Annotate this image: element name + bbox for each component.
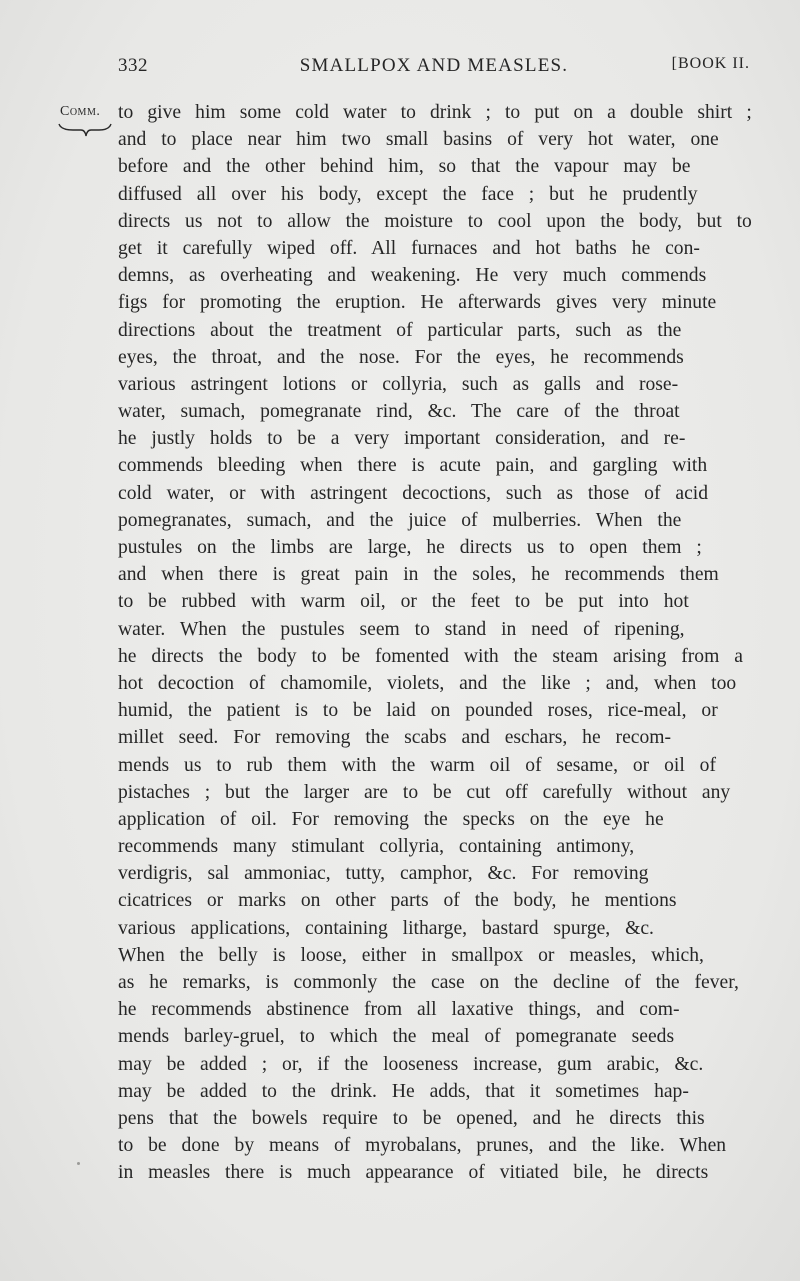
text-line: as he remarks, is commonly the case on the decline of the fever, — [118, 972, 739, 993]
text-line: millet seed. For removing the scabs and eschars, he recom- — [118, 727, 672, 749]
text-line: verdigris, sal ammoniac, tutty, camphor, &c. For removing — [118, 863, 649, 885]
text-line: may be added ; or, if the looseness increase, gum arabic, &c. — [118, 1053, 704, 1075]
text-line: figs for promoting the eruption. He afterwards gives very minute — [118, 292, 717, 314]
page-header — [118, 55, 750, 85]
text-line: water, sumach, pomegranate rind, &c. The care of the throat — [118, 401, 680, 423]
text-line: to be done by means of myrobalans, prunes, and the like. When — [118, 1135, 727, 1157]
margin-brace-icon — [57, 122, 113, 140]
text-line: may be added to the drink. He adds, that it sometimes hap- — [118, 1080, 689, 1102]
text-line: he justly holds to be a very important consideration, and re- — [118, 428, 686, 450]
text-line: pistaches ; but the larger are to be cut off carefully without any — [118, 781, 731, 803]
paper-speck — [77, 1162, 80, 1165]
text-line: and to place near him two small basins of very hot water, one — [118, 129, 719, 151]
text-line: cicatrices or marks on other parts of the body, he mentions — [118, 890, 677, 912]
text-line: various applications, containing litharge, bastard spurge, &c. — [118, 917, 654, 939]
text-line: get it carefully wiped off. All furnaces and hot baths he con- — [118, 237, 700, 259]
text-line: before and the other behind him, so that the vapour may be — [118, 156, 691, 178]
text-line: mends us to rub them with the warm oil of sesame, or oil of — [118, 754, 716, 776]
text-line: pens that the bowels require to be opened, and he directs this — [118, 1107, 705, 1129]
text-line: humid, the patient is to be laid on pounded roses, rice-meal, or — [118, 700, 718, 722]
text-line: recommends many stimulant collyria, containing antimony, — [118, 836, 635, 858]
book-reference: [BOOK II. — [671, 55, 750, 72]
text-line: commends bleeding when there is acute pain, and gargling with — [118, 455, 708, 477]
text-line: and when there is great pain in the soles, he recommends them — [118, 564, 719, 586]
text-line: water. When the pustules seem to stand in need of ripening, — [118, 618, 685, 640]
text-line: he recommends abstinence from all laxative things, and com- — [118, 999, 680, 1021]
text-line: mends barley-gruel, to which the meal of pomegranate seeds — [118, 1026, 675, 1048]
text-line: he directs the body to be fomented with the steam arising from a — [118, 645, 743, 667]
text-line: cold water, or with astringent decoctions, such as those of acid — [118, 482, 709, 504]
text-line: various astringent lotions or collyria, such as galls and rose- — [118, 373, 679, 395]
text-line: demns, as overheating and weakening. He very much commends — [118, 265, 707, 287]
text-line: directions about the treatment of particular parts, such as the — [118, 319, 682, 341]
page-number: 332 — [118, 55, 148, 76]
text-line: directs us not to allow the moisture to cool upon the body, but to — [118, 210, 752, 232]
text-line: pomegranates, sumach, and the juice of mulberries. When the — [118, 509, 682, 531]
text-line: diffused all over his body, except the face ; but he prudently — [118, 183, 698, 205]
text-line: to give him some cold water to drink ; to put on a double shirt ; — [118, 102, 752, 123]
text-line: hot decoction of chamomile, violets, and the like ; and, when too — [118, 672, 737, 694]
running-head: SMALLPOX AND MEASLES. — [299, 55, 569, 76]
text-line: to be rubbed with warm oil, or the feet to be put into hot — [118, 591, 689, 613]
text-line: When the belly is loose, either in smallpox or measles, which, — [118, 944, 704, 966]
body-text — [118, 99, 752, 1187]
margin-note: Comm. — [60, 104, 101, 119]
text-line: in measles there is much appearance of vitiated bile, he directs — [118, 1162, 709, 1184]
text-line: eyes, the throat, and the nose. For the eyes, he recommends — [118, 346, 684, 368]
text-line: pustules on the limbs are large, he directs us to open them ; — [118, 537, 702, 558]
text-line: application of oil. For removing the specks on the eye he — [118, 808, 664, 830]
